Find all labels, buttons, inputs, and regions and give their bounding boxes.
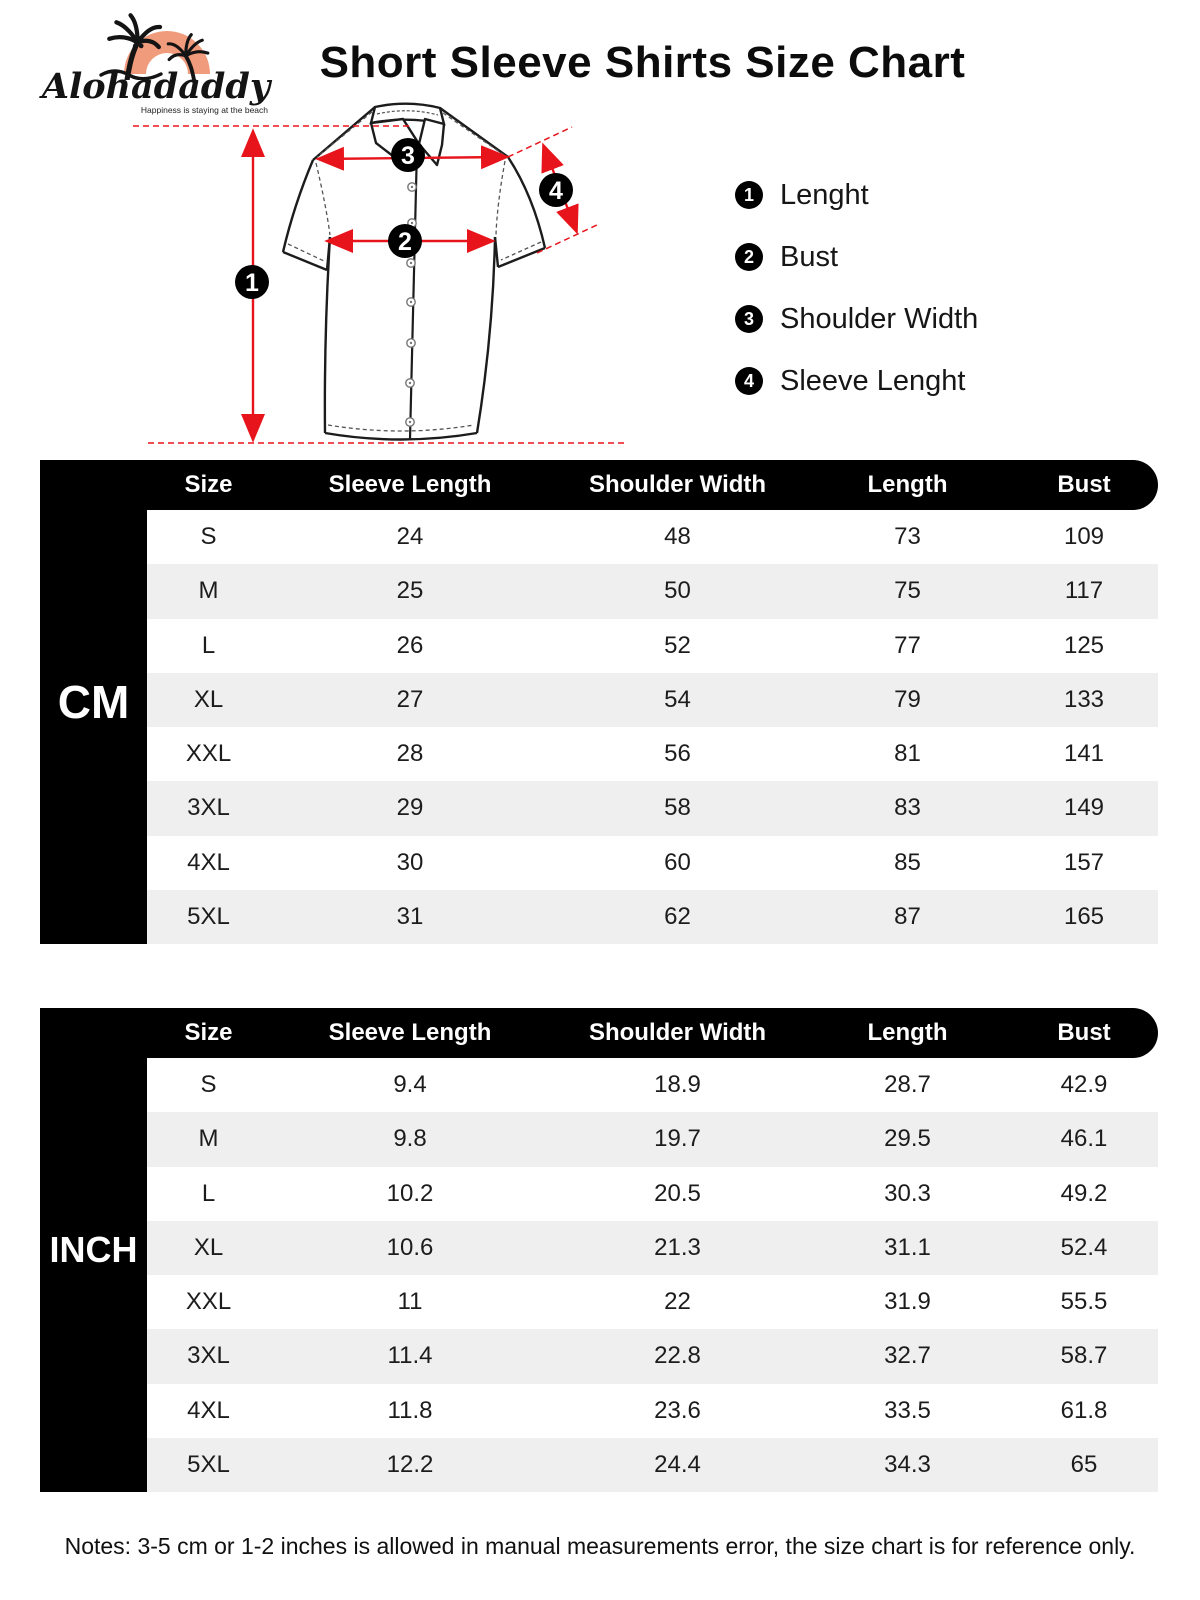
- size-table-inch: [40, 1008, 1158, 1492]
- diagram-markers: [235, 138, 573, 299]
- value-cell: 85: [894, 848, 921, 876]
- value-cell: 75: [894, 577, 921, 605]
- value-cell: 141: [1063, 740, 1105, 768]
- table-row: [147, 510, 1158, 564]
- table-row: [147, 673, 1158, 727]
- shirt-measurement-diagram: [120, 95, 680, 455]
- value-cell: 28.7: [884, 1071, 931, 1099]
- value-cell: 25: [396, 577, 424, 605]
- table-rows-cm: [147, 510, 1158, 944]
- table-row: [147, 727, 1158, 781]
- legend-item-length: [735, 180, 978, 210]
- legend-marker-2: 2: [735, 243, 763, 271]
- value-cell: 31.1: [884, 1233, 931, 1261]
- value-cell: 33.5: [884, 1396, 931, 1424]
- size-table-cm: [40, 460, 1158, 944]
- value-cell: 11.8: [387, 1396, 433, 1424]
- size-cell: S: [200, 1071, 217, 1099]
- size-cell: 3XL: [187, 1342, 230, 1370]
- shirt-placket: [406, 147, 417, 439]
- table-row: [147, 1167, 1158, 1221]
- legend-label-sleeve-length: Sleeve Lenght: [780, 364, 966, 397]
- column-header: Shoulder Width: [588, 471, 767, 498]
- column-header: Length: [867, 1019, 948, 1046]
- size-cell: 4XL: [187, 848, 230, 876]
- legend-label-shoulder-width: Shoulder Width: [780, 302, 979, 335]
- value-cell: 58: [664, 794, 691, 822]
- table-row: [147, 619, 1158, 673]
- value-cell: 32.7: [884, 1342, 931, 1370]
- size-cell: M: [198, 577, 219, 605]
- value-cell: 24: [396, 523, 424, 551]
- value-cell: 133: [1063, 685, 1105, 713]
- column-header: Shoulder Width: [588, 1019, 767, 1046]
- legend-item-sleeve-length: [735, 366, 978, 396]
- value-cell: 31: [396, 902, 424, 930]
- value-cell: 20.5: [654, 1179, 701, 1207]
- table-row: [147, 1112, 1158, 1166]
- size-cell: 3XL: [187, 794, 230, 822]
- value-cell: 65: [1070, 1450, 1098, 1478]
- value-cell: 49.2: [1060, 1179, 1108, 1207]
- size-cell: XXL: [185, 740, 232, 768]
- value-cell: 46.1: [1060, 1125, 1108, 1153]
- unit-label-cm: CM: [40, 460, 147, 944]
- value-cell: 54: [664, 685, 691, 713]
- table-row: [147, 890, 1158, 944]
- value-cell: 23.6: [654, 1396, 701, 1424]
- marker-3: 3: [401, 142, 415, 170]
- value-cell: 22.8: [654, 1342, 701, 1370]
- legend-label-bust: Bust: [780, 240, 839, 273]
- table-row: [147, 1384, 1158, 1438]
- value-cell: 79: [894, 685, 921, 713]
- marker-1: 1: [245, 269, 259, 297]
- page-title: Short Sleeve Shirts Size Chart: [319, 38, 966, 87]
- table-row: [147, 1329, 1158, 1383]
- value-cell: 11.4: [387, 1342, 433, 1370]
- column-header: Sleeve Length: [328, 471, 492, 498]
- value-cell: 58.7: [1060, 1342, 1108, 1370]
- value-cell: 50: [664, 577, 691, 605]
- value-cell: 34.3: [884, 1450, 931, 1478]
- value-cell: 19.7: [654, 1125, 701, 1153]
- table-row: [147, 564, 1158, 618]
- table-header-cm: [40, 460, 1158, 510]
- table-row: [147, 836, 1158, 890]
- value-cell: 60: [664, 848, 691, 876]
- value-cell: 11: [397, 1288, 423, 1316]
- value-cell: 18.9: [654, 1071, 701, 1099]
- size-cell: XXL: [185, 1288, 232, 1316]
- marker-2: 2: [398, 228, 412, 256]
- legend-item-bust: [735, 242, 978, 272]
- value-cell: 149: [1063, 794, 1105, 822]
- legend-marker-4: 4: [735, 367, 763, 395]
- size-cell: L: [201, 631, 216, 659]
- column-header: Bust: [1057, 471, 1111, 498]
- brand-tagline: Happiness is staying at the beach: [140, 105, 268, 115]
- size-cell: 4XL: [187, 1396, 230, 1424]
- brand-name: Alohadaddy: [41, 66, 271, 107]
- table-row: [147, 1438, 1158, 1492]
- table-row: [147, 1058, 1158, 1112]
- size-cell: S: [200, 523, 217, 551]
- value-cell: 22: [664, 1288, 691, 1316]
- value-cell: 9.4: [393, 1071, 427, 1099]
- value-cell: 77: [894, 631, 921, 659]
- table-rows-inch: [147, 1058, 1158, 1492]
- notes-text: Notes: 3-5 cm or 1-2 inches is allowed in manual measurements error, the size chart is for reference only.: [64, 1533, 1136, 1559]
- value-cell: 52: [664, 631, 691, 659]
- value-cell: 12.2: [386, 1450, 434, 1478]
- value-cell: 109: [1063, 523, 1105, 551]
- value-cell: 24.4: [654, 1450, 701, 1478]
- value-cell: 27: [396, 685, 424, 713]
- column-header: Size: [184, 471, 233, 498]
- value-cell: 10.2: [386, 1179, 434, 1207]
- measurement-legend: [735, 180, 978, 428]
- column-header: Size: [184, 1019, 233, 1046]
- legend-item-shoulder-width: [735, 304, 978, 334]
- value-cell: 56: [664, 740, 691, 768]
- size-cell: 5XL: [187, 1450, 230, 1478]
- value-cell: 42.9: [1060, 1071, 1108, 1099]
- table-header-inch: [40, 1008, 1158, 1058]
- size-cell: XL: [193, 685, 224, 713]
- size-cell: 5XL: [187, 902, 230, 930]
- value-cell: 21.3: [654, 1233, 701, 1261]
- value-cell: 87: [894, 902, 921, 930]
- legend-label-length: Lenght: [780, 178, 869, 211]
- value-cell: 26: [396, 631, 424, 659]
- value-cell: 10.6: [386, 1233, 434, 1261]
- legend-marker-3: 3: [735, 305, 763, 333]
- table-row: [147, 781, 1158, 835]
- legend-marker-1: 1: [735, 181, 763, 209]
- value-cell: 48: [664, 523, 691, 551]
- marker-4: 4: [549, 177, 563, 205]
- column-header: Length: [867, 471, 948, 498]
- value-cell: 117: [1064, 577, 1104, 605]
- column-header: Sleeve Length: [328, 1019, 492, 1046]
- value-cell: 61.8: [1060, 1396, 1108, 1424]
- table-row: [147, 1275, 1158, 1329]
- value-cell: 83: [894, 794, 921, 822]
- value-cell: 30.3: [884, 1179, 931, 1207]
- size-cell: M: [198, 1125, 219, 1153]
- value-cell: 9.8: [393, 1125, 427, 1153]
- value-cell: 157: [1063, 848, 1105, 876]
- size-cell: XL: [193, 1233, 224, 1261]
- value-cell: 125: [1063, 631, 1105, 659]
- value-cell: 81: [894, 740, 921, 768]
- value-cell: 31.9: [884, 1288, 931, 1316]
- value-cell: 73: [894, 523, 921, 551]
- value-cell: 30: [396, 848, 424, 876]
- column-header: Bust: [1057, 1019, 1111, 1046]
- value-cell: 52.4: [1060, 1233, 1108, 1261]
- value-cell: 165: [1063, 902, 1105, 930]
- value-cell: 28: [396, 740, 424, 768]
- value-cell: 55.5: [1060, 1288, 1108, 1316]
- value-cell: 62: [664, 902, 691, 930]
- table-row: [147, 1221, 1158, 1275]
- value-cell: 29.5: [884, 1125, 931, 1153]
- size-cell: L: [201, 1179, 216, 1207]
- unit-label-inch: INCH: [40, 1008, 147, 1492]
- value-cell: 29: [396, 794, 424, 822]
